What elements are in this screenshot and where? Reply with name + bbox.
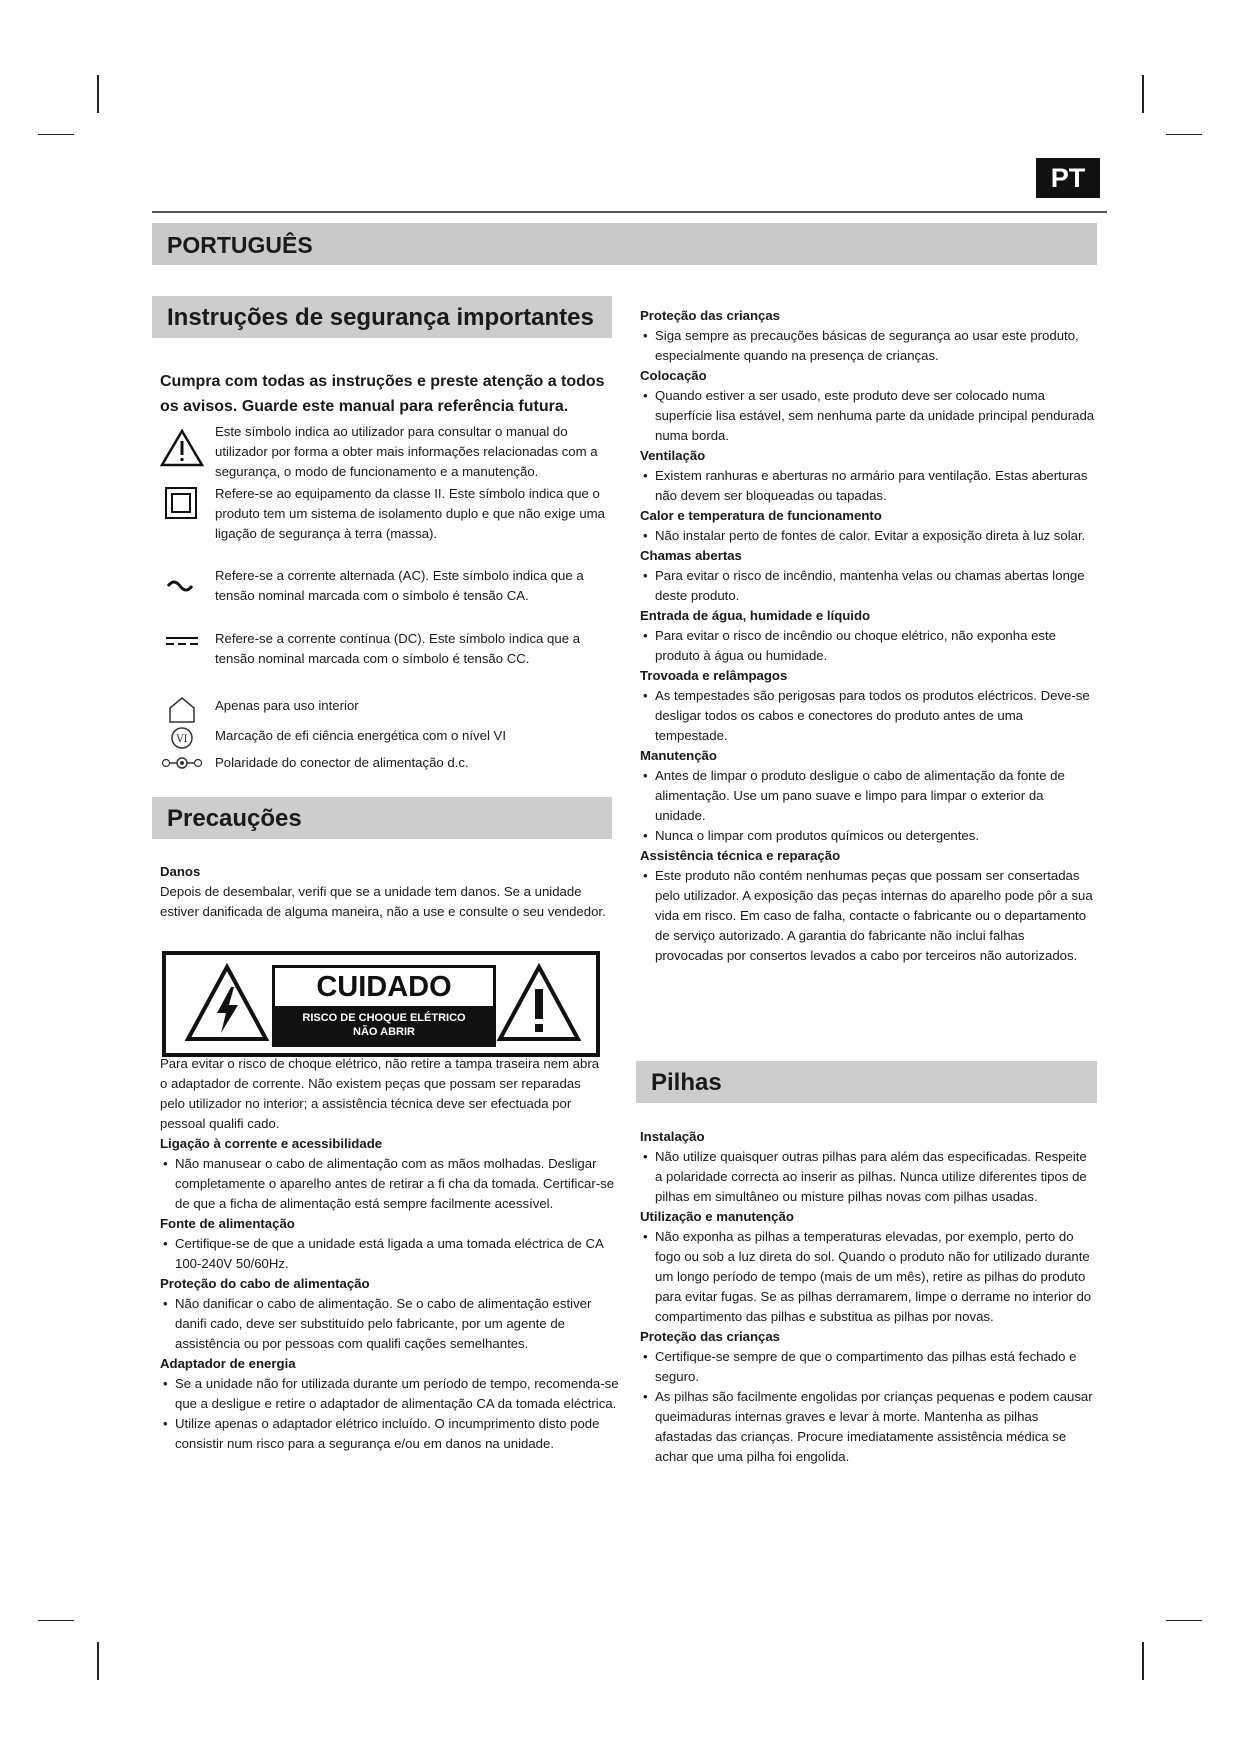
language-title-bar — [152, 223, 1097, 265]
bullet-item: • Certifique-se de que a unidade está ligada a uma tomada eléctrica de CA 100-240V 50/60Hz. — [160, 1234, 620, 1274]
symbol-text: Este símbolo indica ao utilizador para consultar o manual do utilizador por forma a obter mais informações relacionadas com a segurança, o modo de funcionamento e a manutenção. — [215, 424, 598, 479]
caution-line-2: NÃO ABRIR — [353, 1026, 415, 1038]
crop-mark — [38, 1620, 74, 1621]
battery-blocks — [640, 1127, 1095, 1467]
symbol-row — [160, 422, 620, 484]
bullet-item: • Não manusear o cabo de alimentação com as mãos molhadas. Desligar completamente o aparelho antes de retirar a fi cha da tomada. Certificar-se de que a ficha de alimentação está sempre facilmente acessível. — [160, 1154, 620, 1214]
crop-mark — [97, 1642, 99, 1680]
bullet-item: • Nunca o limpar com produtos químicos ou detergentes. — [640, 826, 1095, 846]
bullet-item: • Existem ranhuras e aberturas no armário para ventilação. Estas aberturas não devem ser bloqueadas ou tapadas. — [640, 466, 1095, 506]
block-heading: Entrada de água, humidade e líquido — [640, 608, 871, 623]
class-ii-icon — [160, 484, 204, 524]
caution-text-box — [272, 965, 496, 1047]
symbol-text: Refere-se a corrente contínua (DC). Este símbolo indica que a tensão nominal marcada com o símbolo é tensão CC. — [215, 631, 581, 666]
bullet-item: • Não exponha as pilhas a temperaturas elevadas, por exemplo, perto do fogo ou sob a luz direta do sol. Quando o produto não for utilizado durante um longo período de tempo (mais de um mês), retire as pilhas do produto para evitar fugas. Se as pilhas derramarem, limpe o derrame no interior do compartimento das pilhas e substitua as pilhas por novas. — [640, 1227, 1095, 1327]
bullet-item: • Utilize apenas o adaptador elétrico incluído. O incumprimento disto pode consistir num risco para a segurança e/ou em danos na unidade. — [160, 1414, 620, 1454]
bullet-item: • Este produto não contém nenhumas peças que possam ser consertadas pelo utilizador. A exposição das peças internas do aparelho pode pôr a sua vida em risco. Em caso de falha, contacte o fabricante ou o departamento de serviço autorizado. A garantia do fabricante não inclui falhas provocadas por consertos levados a cabo por terceiros não autorizados. — [640, 866, 1095, 966]
block-heading: Proteção do cabo de alimentação — [160, 1276, 370, 1291]
bullet-item: • Para evitar o risco de incêndio, mantenha velas ou chamas abertas longe deste produto. — [640, 566, 1095, 606]
symbol-row — [160, 696, 620, 722]
bullet-item: • Certifique-se sempre de que o compartimento das pilhas está fechado e seguro. — [640, 1347, 1095, 1387]
block-heading: Proteção das crianças — [640, 308, 781, 323]
shock-text — [160, 1054, 600, 1134]
symbol-text: Polaridade do conector de alimentação d.c. — [215, 755, 469, 770]
block-heading: Trovoada e relâmpagos — [640, 668, 788, 683]
section-batteries-bar — [636, 1061, 1097, 1103]
block-heading: Fonte de alimentação — [160, 1216, 295, 1231]
svg-text:VI: VI — [176, 734, 188, 745]
symbol-row — [160, 566, 620, 628]
polarity-icon — [160, 743, 204, 783]
right-blocks — [640, 306, 1095, 966]
left-blocks — [160, 1134, 620, 1454]
bullet-item: • As tempestades são perigosas para todos os produtos eléctricos. Deve-se desligar todos os cabos e conectores do produto antes de uma tempestade. — [640, 686, 1095, 746]
block-heading: Utilização e manutenção — [640, 1209, 794, 1224]
bullet-item: • Não danificar o cabo de alimentação. Se o cabo de alimentação estiver danifi cado, deve ser substituído pelo fabricante, por um agente de assistência ou por pessoas com qualifi cações semelhantes. — [160, 1294, 620, 1354]
caution-subtitle — [275, 1006, 493, 1044]
language-title: PORTUGUÊS — [167, 232, 313, 258]
damage-text: Depois de desembalar, verifi que se a unidade tem danos. Se a unidade estiver danificada de alguma maneira, não a use e consulte o seu vendedor. — [160, 884, 606, 919]
block-heading: Adaptador de energia — [160, 1356, 296, 1371]
bullet-item: • Siga sempre as precauções básicas de segurança ao usar este produto, especialmente quando na presença de crianças. — [640, 326, 1095, 366]
block-heading: Manutenção — [640, 748, 717, 763]
language-badge: PT — [1036, 158, 1100, 198]
section-safety-title: Instruções de segurança importantes — [167, 304, 594, 331]
block-heading: Assistência técnica e reparação — [640, 848, 841, 863]
symbol-row — [160, 726, 620, 752]
symbol-row — [160, 753, 620, 779]
section-safety-bar — [152, 296, 612, 338]
header-rule — [152, 211, 1107, 213]
block-heading: Ligação à corrente e acessibilidade — [160, 1136, 383, 1151]
symbol-text: Apenas para uso interior — [215, 698, 359, 713]
bullet-item: • Se a unidade não for utilizada durante um período de tempo, recomenda-se que a desligue e retire o adaptador de alimentação CA da tomada eléctrica. — [160, 1374, 620, 1414]
dc-icon — [160, 629, 204, 669]
block-heading: Calor e temperatura de funcionamento — [640, 508, 882, 523]
damage-block — [160, 862, 610, 922]
damage-heading: Danos — [160, 864, 201, 879]
block-heading: Chamas abertas — [640, 548, 742, 563]
bullet-item: • As pilhas são facilmente engolidas por crianças pequenas e podem causar queimaduras internas graves e levar à morte. Mantenha as pilhas afastadas das crianças. Procure imediatamente assistência médica se achar que uma pilha foi engolida. — [640, 1387, 1095, 1467]
shock-paragraph: Para evitar o risco de choque elétrico, não retire a tampa traseira nem abra o adaptador de corrente. Não existem peças que possam ser reparadas pelo utilizador no interior; a assistência técnica deve ser efectuada por pessoal qualifi cado. — [160, 1056, 600, 1131]
crop-mark — [1142, 75, 1144, 113]
high-voltage-icon — [184, 963, 270, 1043]
block-heading: Ventilação — [640, 448, 706, 463]
symbol-text: Marcação de efi ciência energética com o nível VI — [215, 728, 507, 743]
warning-triangle-icon — [496, 963, 582, 1043]
caution-line-1: RISCO DE CHOQUE ELÉTRICO — [302, 1012, 466, 1024]
caution-title: CUIDADO — [316, 971, 452, 1003]
section-batteries-title: Pilhas — [651, 1069, 722, 1096]
bullet-item: • Antes de limpar o produto desligue o cabo de alimentação da fonte de alimentação. Use um pano suave e limpo para limpar o exterior da unidade. — [640, 766, 1095, 826]
bullet-item: • Não utilize quaisquer outras pilhas para além das especificadas. Respeite a polaridade correcta ao inserir as pilhas. Nunca utilize diferentes tipos de pilhas em simultâneo ou misture pilhas novas com pilhas usadas. — [640, 1147, 1095, 1207]
crop-mark — [1166, 1620, 1202, 1621]
symbol-text: Refere-se a corrente alternada (AC). Este símbolo indica que a tensão nominal marcada com o símbolo é tensão CA. — [215, 568, 584, 603]
block-heading: Colocação — [640, 368, 707, 383]
symbol-row — [160, 629, 620, 691]
bullet-item: • Quando estiver a ser usado, este produto deve ser colocado numa superfície lisa estável, sem nenhuma parte da unidade principal pendurada numa borda. — [640, 386, 1095, 446]
section-precautions-title: Precauções — [167, 805, 302, 832]
block-heading: Instalação — [640, 1129, 705, 1144]
warning-triangle-icon — [160, 428, 204, 468]
intro-text: Cumpra com todas as instruções e preste atenção a todos os avisos. Guarde este manual para referência futura. — [160, 373, 605, 415]
symbol-row — [160, 484, 620, 566]
crop-mark — [38, 134, 74, 135]
crop-mark — [1142, 1642, 1144, 1680]
bullet-item: • Para evitar o risco de incêndio ou choque elétrico, não exponha este produto à água ou humidade. — [640, 626, 1095, 666]
bullet-item: • Não instalar perto de fontes de calor. Evitar a exposição direta à luz solar. — [640, 526, 1095, 546]
caution-label — [162, 951, 600, 1057]
section-precautions-bar — [152, 797, 612, 839]
ac-icon — [160, 566, 204, 606]
symbol-text: Refere-se ao equipamento da classe II. Este símbolo indica que o produto tem um sistema de isolamento duplo e que não exige uma ligação de segurança à terra (massa). — [215, 486, 605, 541]
block-heading: Proteção das crianças — [640, 1329, 781, 1344]
crop-mark — [1166, 134, 1202, 135]
crop-mark — [97, 75, 99, 113]
